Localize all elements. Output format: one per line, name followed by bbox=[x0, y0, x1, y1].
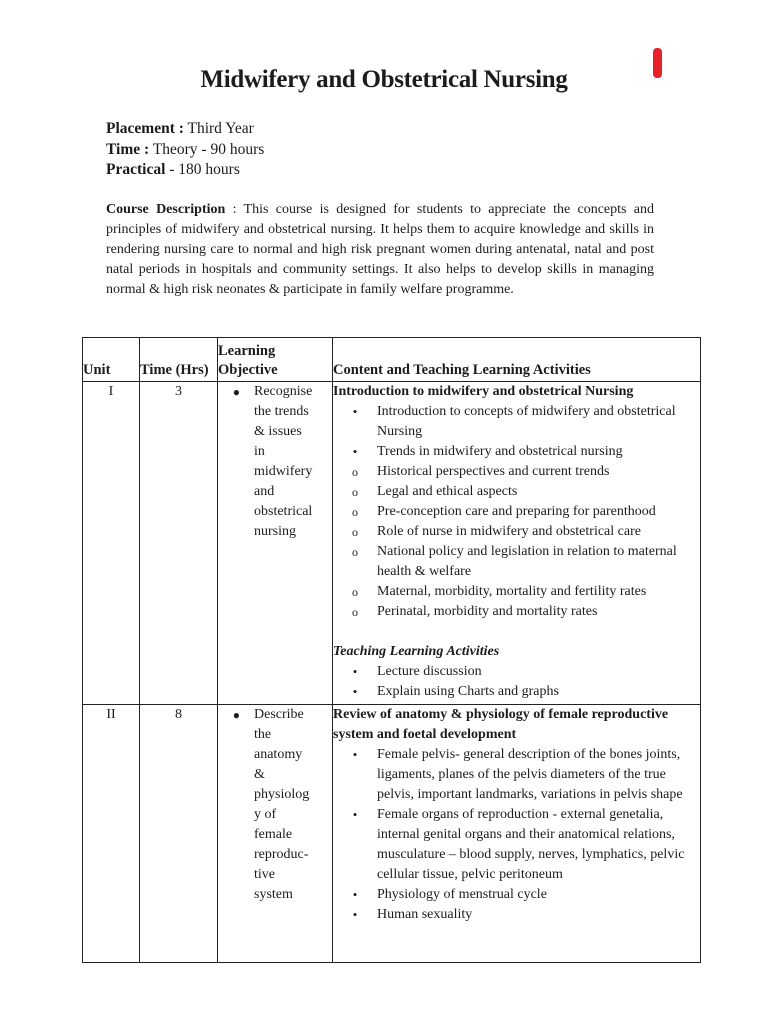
table-row bbox=[83, 705, 701, 963]
content-title: Introduction to midwifery and obstetrical Nursing bbox=[333, 384, 634, 399]
header-objective: Learning Objective bbox=[218, 338, 333, 382]
bullet-icon: • bbox=[352, 684, 358, 699]
content-list bbox=[333, 402, 700, 622]
bullet-icon: • bbox=[352, 444, 358, 459]
objective-cell bbox=[218, 382, 333, 705]
content-cell bbox=[333, 705, 701, 963]
list-item bbox=[333, 905, 700, 925]
time-cell: 8 bbox=[140, 705, 218, 963]
list-item-text: Lecture discussion bbox=[377, 664, 482, 679]
time-cell: 3 bbox=[140, 382, 218, 705]
list-item-text: Historical perspectives and current trends bbox=[377, 464, 610, 479]
circle-bullet-icon: o bbox=[352, 505, 358, 519]
practical-line: Practical - 180 hours bbox=[106, 161, 240, 178]
course-description-text: : This course is designed for students to appreciate the concepts and principles of midwifery and obstetrical nursing. It helps them to acquire knowledge and skills in rendering nursing care to normal and high risk pregnant women during antenatal, natal and post natal periods in hospitals and community settings. It also helps to develop skills in managing normal & high risk neonates & participate in family welfare programme. bbox=[106, 202, 654, 297]
bullet-icon: • bbox=[352, 807, 358, 822]
circle-bullet-icon: o bbox=[352, 585, 358, 599]
time-line: Time : Theory - 90 hours bbox=[106, 140, 265, 158]
content-list bbox=[333, 745, 700, 925]
bullet-icon: ● bbox=[232, 708, 240, 722]
circle-bullet-icon: o bbox=[352, 605, 358, 619]
list-item-text: Pre-conception care and preparing for parenthood bbox=[377, 504, 656, 519]
syllabus-table bbox=[82, 337, 701, 963]
unit-cell: II bbox=[83, 705, 140, 963]
circle-bullet-icon: o bbox=[352, 545, 358, 559]
content-title: Review of anatomy & physiology of female reproductive system and foetal development bbox=[333, 707, 669, 742]
list-item bbox=[333, 462, 700, 482]
list-item bbox=[333, 662, 700, 682]
circle-bullet-icon: o bbox=[352, 465, 358, 479]
table-header-row bbox=[83, 338, 701, 382]
content-cell bbox=[333, 382, 701, 705]
bullet-icon: • bbox=[352, 907, 358, 922]
circle-bullet-icon: o bbox=[352, 485, 358, 499]
list-item-text: Female organs of reproduction - external genetalia, internal genital organs and their anatomical relations, musculature – blood supply, nerves, lymphatics, pelvic cellular tissue, pelvic peritoneum bbox=[377, 807, 685, 882]
header-time: Time (Hrs) bbox=[140, 338, 218, 382]
list-item-text: Trends in midwifery and obstetrical nursing bbox=[377, 444, 623, 459]
list-item-text: Legal and ethical aspects bbox=[377, 484, 518, 499]
course-description bbox=[106, 200, 654, 300]
tla-heading: Teaching Learning Activities bbox=[333, 644, 500, 659]
list-item-text: Introduction to concepts of midwifery and obstetrical Nursing bbox=[377, 404, 676, 439]
list-item bbox=[333, 502, 700, 522]
list-item bbox=[333, 602, 700, 622]
objective-text: Recognise the trends & issues in midwifery and obstetrical nursing bbox=[254, 384, 313, 539]
table-row bbox=[83, 382, 701, 705]
list-item bbox=[333, 522, 700, 542]
course-description-label: Course Description bbox=[106, 202, 226, 217]
bullet-icon: • bbox=[352, 747, 358, 762]
bullet-icon: ● bbox=[232, 385, 240, 399]
objective-text: Describe the anatomy & physiology of female reproduc-tive system bbox=[254, 707, 310, 902]
objective-cell bbox=[218, 705, 333, 963]
placement-line: Placement : Third Year bbox=[106, 120, 254, 137]
list-item bbox=[333, 745, 700, 805]
course-meta bbox=[106, 119, 264, 181]
list-item bbox=[333, 805, 700, 885]
list-item bbox=[333, 402, 700, 442]
page-title: Midwifery and Obstetrical Nursing bbox=[200, 66, 568, 93]
tla-list bbox=[333, 662, 700, 702]
list-item bbox=[333, 542, 700, 582]
header-unit: Unit bbox=[83, 338, 140, 382]
list-item bbox=[333, 482, 700, 502]
list-item-text: Explain using Charts and graphs bbox=[377, 684, 559, 699]
list-item-text: Female pelvis- general description of the bones joints, ligaments, planes of the pelvis diameters of the true pelvis, important landmarks, variations in pelvis shape bbox=[377, 747, 683, 802]
list-item-text: National policy and legislation in relation to maternal health & welfare bbox=[377, 544, 677, 579]
bullet-icon: • bbox=[352, 664, 358, 679]
circle-bullet-icon: o bbox=[352, 525, 358, 539]
list-item bbox=[333, 885, 700, 905]
list-item bbox=[333, 442, 700, 462]
list-item bbox=[333, 582, 700, 602]
list-item-text: Physiology of menstrual cycle bbox=[377, 887, 547, 902]
list-item-text: Role of nurse in midwifery and obstetrical care bbox=[377, 524, 641, 539]
list-item bbox=[333, 682, 700, 702]
bullet-icon: • bbox=[352, 404, 358, 419]
list-item-text: Maternal, morbidity, mortality and fertility rates bbox=[377, 584, 647, 599]
list-item-text: Perinatal, morbidity and mortality rates bbox=[377, 604, 598, 619]
list-item-text: Human sexuality bbox=[377, 907, 473, 922]
header-content: Content and Teaching Learning Activities bbox=[333, 338, 701, 382]
bullet-icon: • bbox=[352, 887, 358, 902]
unit-cell: I bbox=[83, 382, 140, 705]
